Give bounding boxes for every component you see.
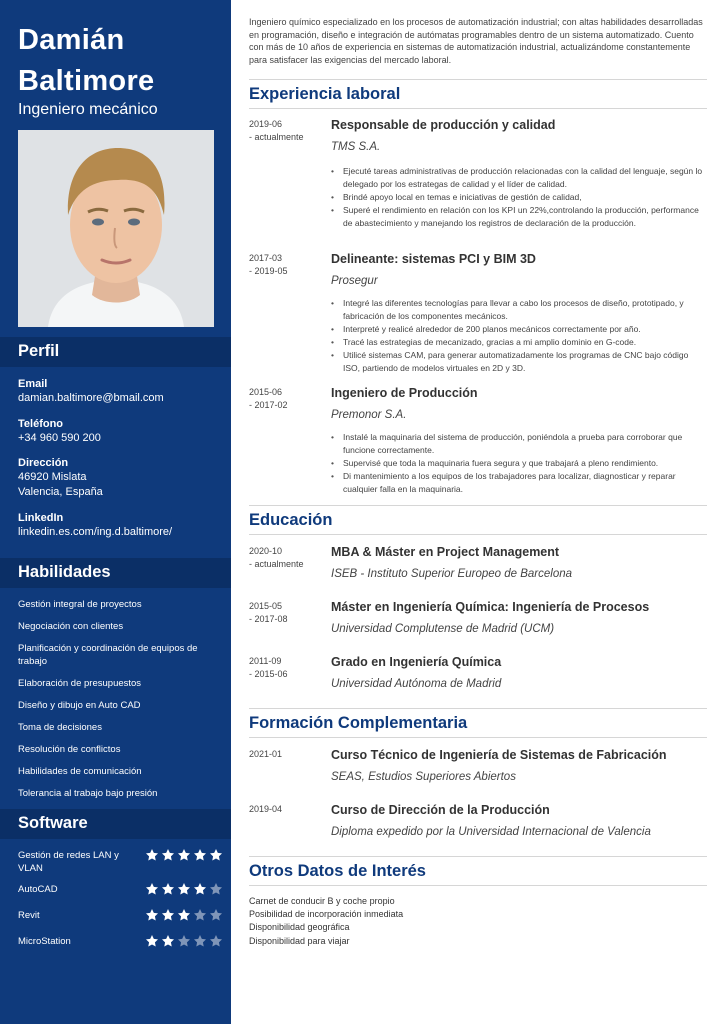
rating-stars [145, 908, 223, 922]
star-filled-icon [193, 848, 207, 862]
list-item: • Brindé apoyo local en temas e iniciativas de gestión de calidad, [331, 191, 707, 204]
profile-photo [18, 130, 214, 327]
last-name: Baltimore [18, 65, 155, 97]
divider [249, 856, 707, 857]
entry-date [249, 748, 324, 761]
entry-date [249, 252, 324, 277]
company-name: TMS S.A. [331, 141, 381, 153]
star-filled-icon [145, 908, 159, 922]
skills-list [18, 598, 223, 809]
other-info-list [249, 895, 707, 948]
divider [249, 708, 707, 709]
star-empty-icon [209, 908, 223, 922]
responsibilities-list [331, 297, 707, 375]
divider [249, 79, 707, 80]
skill-item: Elaboración de presupuestos [18, 678, 142, 689]
date-end: - 2017-08 [249, 613, 288, 624]
job-title: Delineante: sistemas PCI y BIM 3D [331, 252, 536, 266]
divider [249, 505, 707, 506]
star-filled-icon [177, 908, 191, 922]
list-item: • Utilicé sistemas CAM, para generar automatizadamente los programas de CNC bajo código ISO, partiendo de modelos virtuales en 2D y 3D. [331, 349, 707, 375]
star-empty-icon [177, 934, 191, 948]
skill-item: Resolución de conflictos [18, 744, 121, 755]
software-item [18, 909, 223, 922]
institution-name: ISEB - Instituto Superior Europeo de Barcelona [331, 568, 573, 580]
candidate-name [18, 20, 154, 102]
degree-title: Grado en Ingeniería Química [331, 655, 502, 669]
entry-date [249, 545, 324, 570]
list-item: • Interpreté y realicé alrededor de 200 planos mecánicos correctamente por año. [331, 323, 707, 336]
star-empty-icon [209, 934, 223, 948]
other-info-item: Carnet de conducir B y coche propio [249, 896, 395, 906]
software-name: AutoCAD [18, 884, 58, 895]
skill-item: Tolerancia al trabajo bajo presión [18, 788, 158, 799]
professional-summary: Ingeniero químico especializado en los procesos de automatización industrial; con altas habilidades desarrolladas en programación, diseño e integración de autómatas programables dentro de un sistema automatizado. Cuento con más de 10 años de experiencia en sistemas de automatización industrial, actualizándome constantemente para satisfacer las exigencias del mercado laboral. [249, 17, 703, 65]
entry-date [249, 803, 324, 816]
star-filled-icon [193, 882, 207, 896]
contact-label: LinkedIn [18, 512, 64, 524]
date-end: - actualmente [249, 558, 304, 569]
software-name: Revit [18, 910, 40, 921]
software-item [18, 935, 223, 948]
course-title: Curso de Dirección de la Producción [331, 803, 550, 817]
contact-linkedin [18, 511, 223, 540]
course-provider: Diploma expedido por la Universidad Internacional de Valencia [331, 826, 651, 838]
date-end: - 2019-05 [249, 265, 288, 276]
skill-item: Planificación y coordinación de equipos de trabajo [18, 643, 198, 667]
list-item: • Ejecuté tareas administrativas de producción relacionadas con la calidad del lenguaje, según lo delegado por los estrategas de calidad y el líder de calidad. [331, 165, 707, 191]
entry-date [249, 386, 324, 411]
star-filled-icon [145, 882, 159, 896]
software-item [18, 883, 223, 896]
software-name: MicroStation [18, 936, 71, 947]
star-empty-icon [193, 908, 207, 922]
list-item: • Integré las diferentes tecnologías para llevar a cabo los procesos de diseño, prototipado, y fabricación de los componentes mecánicos. [331, 297, 707, 323]
star-filled-icon [145, 934, 159, 948]
list-item: • Supervisé que toda la maquinaria fuera segura y que trabajará a pleno rendimiento. [331, 457, 707, 470]
date-end: - actualmente [249, 131, 304, 142]
degree-title: Máster en Ingeniería Química: Ingeniería de Procesos [331, 600, 650, 614]
contact-label: Teléfono [18, 418, 64, 430]
experience-heading: Experiencia laboral [249, 85, 401, 103]
entry-date [249, 600, 324, 625]
software-item [18, 849, 223, 875]
skills-heading: Habilidades [0, 558, 231, 588]
skill-item: Negociación con clientes [18, 621, 124, 632]
date-start: 2020-10 [249, 546, 283, 556]
skill-item: Habilidades de comunicación [18, 766, 142, 777]
divider [249, 534, 707, 535]
star-empty-icon [209, 882, 223, 896]
date-start: 2021-01 [249, 749, 283, 759]
date-end: - 2017-02 [249, 399, 288, 410]
contact-address [18, 456, 223, 500]
rating-stars [145, 848, 223, 862]
contact-value: Valencia, España [18, 486, 103, 498]
date-start: 2011-09 [249, 656, 282, 666]
date-end: - 2015-06 [249, 668, 288, 679]
profile-heading: Perfil [0, 337, 231, 367]
job-title: Responsable de producción y calidad [331, 118, 556, 132]
company-name: Prosegur [331, 275, 378, 287]
responsibilities-list [331, 431, 707, 496]
entry-date [249, 655, 324, 680]
list-item: • Instalé la maquinaria del sistema de producción, poniéndola a prueba para corroborar que funcione correctamente. [331, 431, 707, 457]
training-heading: Formación Complementaria [249, 714, 468, 732]
software-heading: Software [0, 809, 231, 839]
star-empty-icon [193, 934, 207, 948]
first-name: Damián [18, 24, 125, 56]
contact-value: linkedin.es.com/ing.d.baltimore/ [18, 526, 173, 538]
sidebar [0, 0, 231, 1024]
skill-item: Gestión integral de proyectos [18, 599, 142, 610]
responsibilities-list [331, 165, 707, 230]
contact-label: Dirección [18, 457, 69, 469]
star-filled-icon [161, 934, 175, 948]
course-provider: SEAS, Estudios Superiores Abiertos [331, 771, 516, 783]
contact-value: 46920 Mislata [18, 471, 87, 483]
star-filled-icon [161, 908, 175, 922]
software-name: Gestión de redes LAN y VLAN [18, 850, 119, 874]
other-info-item: Disponibilidad geográfica [249, 922, 350, 933]
contact-email [18, 377, 223, 406]
degree-title: MBA & Máster en Project Management [331, 545, 560, 559]
rating-stars [145, 934, 223, 948]
date-start: 2019-04 [249, 804, 283, 814]
divider [249, 108, 707, 109]
star-filled-icon [161, 848, 175, 862]
date-start: 2019-06 [249, 119, 283, 129]
contact-phone [18, 417, 223, 446]
contact-label: Email [18, 378, 48, 390]
other-info-heading: Otros Datos de Interés [249, 862, 426, 880]
contact-value: +34 960 590 200 [18, 432, 101, 444]
star-filled-icon [177, 882, 191, 896]
entry-date [249, 118, 324, 143]
institution-name: Universidad Autónoma de Madrid [331, 678, 502, 690]
company-name: Premonor S.A. [331, 409, 407, 421]
job-title: Ingeniero de Producción [331, 386, 478, 400]
education-heading: Educación [249, 511, 333, 529]
divider [249, 885, 707, 886]
star-filled-icon [145, 848, 159, 862]
list-item: • Di mantenimiento a los equipos de los trabajadores para localizar, diagnosticar y reparar cualquier falla en la maquinaria. [331, 470, 707, 496]
date-start: 2015-05 [249, 601, 283, 611]
date-start: 2017-03 [249, 253, 283, 263]
other-info-item: Posibilidad de incorporación inmediata [249, 909, 404, 920]
list-item: • Tracé las estrategias de mecanizado, gracias a mi amplio dominio en G-code. [331, 336, 707, 349]
other-info-item: Disponibilidad para viajar [249, 935, 350, 946]
star-filled-icon [161, 882, 175, 896]
skill-item: Diseño y dibujo en Auto CAD [18, 700, 141, 711]
date-start: 2015-06 [249, 387, 283, 397]
list-item: • Superé el rendimiento en relación con los KPI un 22%,controlando la producción, performance de abastecimiento y manejando los registros de declaración de la producción. [331, 204, 707, 230]
course-title: Curso Técnico de Ingeniería de Sistemas de Fabricación [331, 748, 667, 762]
rating-stars [145, 882, 223, 896]
divider [249, 737, 707, 738]
candidate-role: Ingeniero mecánico [18, 101, 158, 118]
skill-item: Toma de decisiones [18, 722, 102, 733]
star-filled-icon [177, 848, 191, 862]
star-filled-icon [209, 848, 223, 862]
institution-name: Universidad Complutense de Madrid (UCM) [331, 623, 555, 635]
contact-value: damian.baltimore@bmail.com [18, 392, 164, 404]
